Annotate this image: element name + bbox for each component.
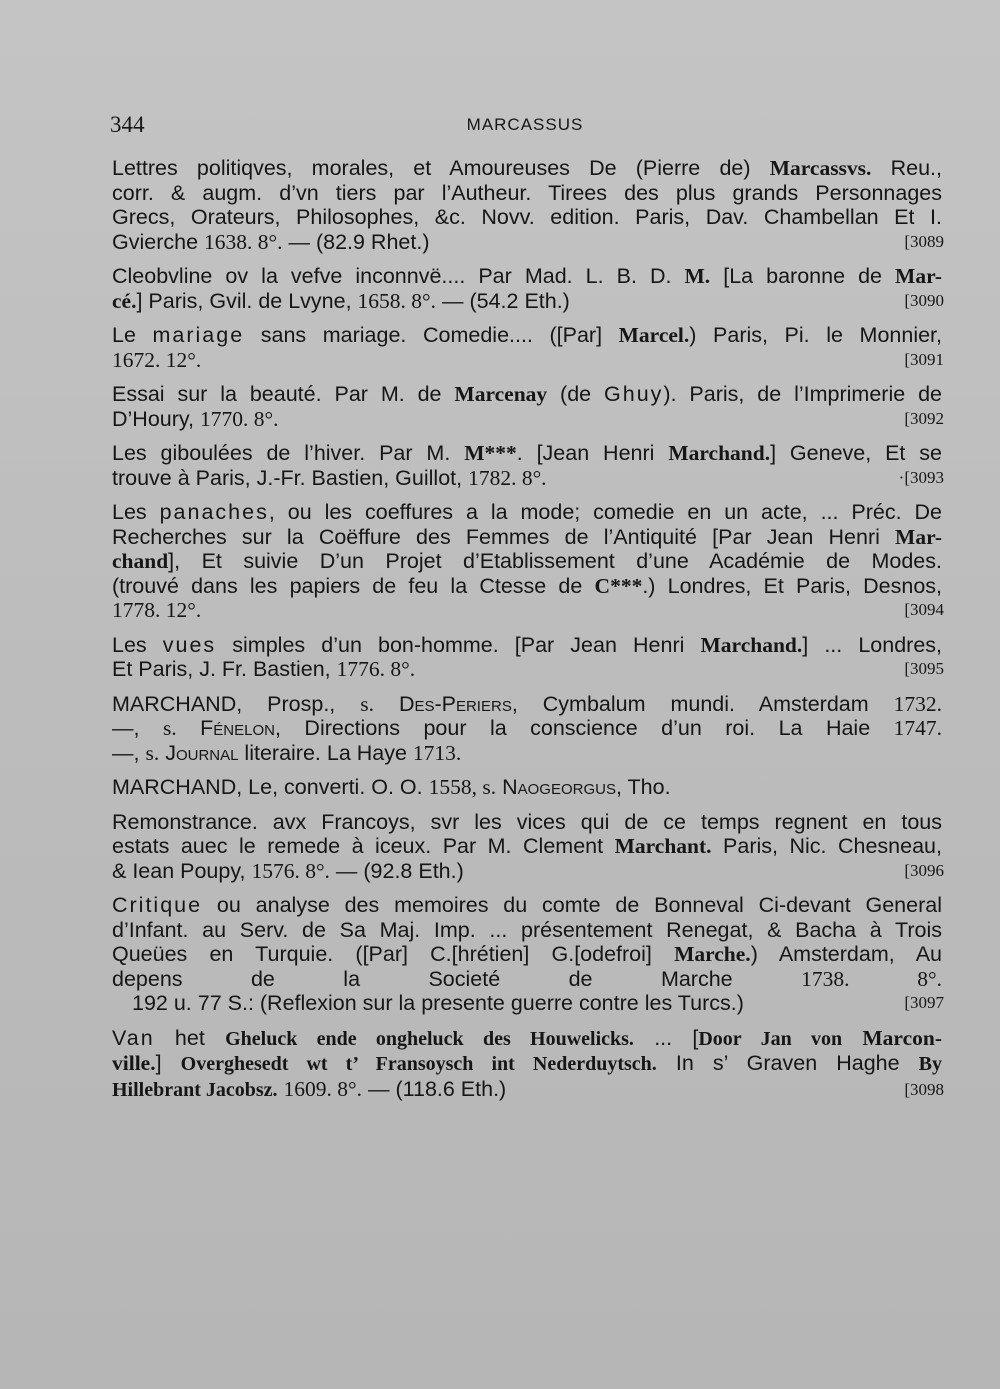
entry-text: (de <box>547 382 605 406</box>
entry-line <box>112 230 942 255</box>
entry-text: MARCHAND, Le, converti. O. O. <box>112 775 429 799</box>
entry-text: & Iean Poupy, <box>112 858 252 883</box>
bibliography-entry <box>112 692 942 766</box>
bibliography-entry <box>112 500 942 623</box>
entry-text: 1609. 8°. <box>283 1076 363 1101</box>
entry-text: Queües en Turquie. ([Par] C.[hrétien] G.[odefroi] <box>112 942 675 966</box>
entry-text: Ghuy <box>604 382 664 406</box>
entry-line <box>112 775 942 800</box>
entry-text: — (118.6 Eth.) <box>362 1076 507 1101</box>
bibliography-entry <box>112 382 942 431</box>
entry-line <box>112 1026 942 1052</box>
entry-text: simples d’un bon-homme. [Par Jean Henri <box>216 632 701 657</box>
entry-text: — (82.9 Rhet.) <box>282 229 430 254</box>
entry-text: Gvierche <box>112 229 205 254</box>
entry-line <box>112 942 942 967</box>
bold-name: Marchand. <box>700 632 803 657</box>
entry-text: Et Paris, J. Fr. Bastien, <box>112 657 337 681</box>
entry-text: depens de la Societé de Marche <box>112 966 802 991</box>
entry-text: Les <box>112 500 160 524</box>
entry-text: D’Houry, <box>112 406 201 431</box>
bibliography-entry <box>112 1026 942 1103</box>
entry-text: In s’ Graven Haghe <box>656 1051 919 1075</box>
entry-text: ] <box>155 1051 181 1075</box>
entry-number: [3090 <box>904 290 944 310</box>
entry-text: 1770. 8°. <box>200 406 279 431</box>
entry-line <box>112 574 942 599</box>
entry-text: 1778. 12°. <box>112 598 202 622</box>
entry-text: 1638. 8°. <box>204 229 283 254</box>
entry-text: s. <box>360 691 374 716</box>
bibliography-entry <box>112 156 942 254</box>
entry-line <box>112 525 942 550</box>
entry-text: Overghesedt wt t’ Fransoysch int Nederduytsch. <box>180 1053 657 1075</box>
entry-text: Le <box>112 323 153 347</box>
entry-text: Cleobvline ov la vefve inconnvë.... Par Mad. L. B. D. <box>112 264 685 288</box>
entry-text: [La baronne de <box>710 264 896 288</box>
entry-text: sans mariage. Comedie.... ([Par] <box>244 323 619 347</box>
bold-name: Mar- <box>895 524 942 549</box>
entry-line <box>112 466 942 491</box>
entry-number: [3089 <box>904 231 944 251</box>
entry-text: ] Paris, Gvil. de Lvyne, <box>136 288 358 313</box>
entry-text: Fénelon <box>200 716 275 740</box>
entry-text: Les <box>112 632 163 657</box>
entry-text: Les giboulées de l’hiver. Par M. <box>112 441 465 465</box>
entry-text: ... [ <box>633 1025 699 1050</box>
entry-text: panaches <box>159 500 269 524</box>
entry-text: ], Et suivie D’un Projet d’Etablissement d’une Académie de Modes. <box>168 549 942 573</box>
entry-text: estats auec le remede à iceux. Par M. Clement <box>112 834 615 858</box>
bibliography-entry <box>112 441 942 490</box>
entry-text: — (54.2 Eth.) <box>436 288 570 313</box>
bold-name: Mar- <box>895 264 942 288</box>
bold-name: Marchant. <box>614 834 712 858</box>
bold-name: C*** <box>594 573 643 598</box>
entry-text: , Tho. <box>615 775 671 799</box>
entry-line <box>112 549 942 574</box>
entry-text: 192 u. 77 S.: (Reflexion sur la presente guerre contre les Turcs.) <box>132 991 744 1015</box>
entry-text <box>842 1026 862 1050</box>
entry-text <box>374 692 399 716</box>
entry-text: ) Amsterdam, Au <box>750 942 943 966</box>
entry-text: Van <box>112 1025 155 1050</box>
entry-number: ·[3093 <box>898 467 944 487</box>
bold-name: chand <box>112 549 169 573</box>
entry-line <box>112 918 942 943</box>
entry-text: 1782. 8°. <box>468 465 547 490</box>
bibliography-entry <box>112 810 942 884</box>
entry-text: Naogeorgus <box>502 775 616 799</box>
bold-name: Marchand. <box>668 441 771 465</box>
entry-text: Recherches sur la Coëffure des Femmes de l’Antiquité [Par Jean Henri <box>112 524 896 549</box>
entry-text: Gheluck ende ongheluck des Houwelicks. <box>225 1027 634 1050</box>
entry-number: [3091 <box>904 349 944 369</box>
entry-number: [3098 <box>904 1079 944 1099</box>
entry-text: Hillebrant Jacobsz. <box>112 1078 278 1101</box>
entry-text: 1776. 8°. <box>336 657 416 681</box>
entry-line <box>112 967 942 992</box>
entry-text: trouve à Paris, J.-Fr. Bastien, Guillot, <box>112 465 469 490</box>
entry-text: Essai sur la beauté. Par M. de <box>112 382 455 406</box>
entry-line <box>112 716 942 741</box>
bold-name: Marcon- <box>862 1025 942 1050</box>
page-number: 344 <box>110 112 145 137</box>
bold-name: Marcenay <box>454 382 548 406</box>
entry-line <box>112 859 942 884</box>
entry-text: MARCHAND, Prosp., <box>112 691 361 716</box>
entry-line <box>112 205 942 230</box>
entry-line <box>112 810 942 835</box>
entry-line <box>112 741 942 766</box>
bibliography-entry <box>112 775 942 800</box>
entry-text: ). Paris, de l’Imprimerie de <box>663 382 942 406</box>
entry-text: 1738. 8°. <box>801 966 942 991</box>
entry-text: 1713. <box>412 740 462 765</box>
entry-text: . [Jean Henri <box>516 441 669 465</box>
entry-text: 1672. 12°. <box>112 347 202 372</box>
entry-line <box>112 633 942 658</box>
entry-line <box>112 500 942 525</box>
entry-text: Journal <box>165 740 239 765</box>
entry-text: — (92.8 Eth.) <box>329 858 464 883</box>
entry-line <box>112 991 942 1016</box>
entry-text: Reu., <box>871 156 942 180</box>
entry-text: Des-Periers <box>398 691 512 716</box>
bibliography-entry <box>112 264 942 313</box>
entry-number: [3095 <box>904 659 944 678</box>
entry-text: , ou les coeffures a la mode; comedie en un acte, ... Préc. De <box>268 500 943 524</box>
bold-name: Marche. <box>674 942 751 966</box>
entry-text: , Cymbalum mundi. Amsterdam <box>511 691 894 716</box>
entry-text <box>177 716 200 740</box>
entry-line <box>112 156 942 181</box>
entry-text: s. <box>162 716 177 740</box>
entry-number: [3094 <box>904 600 944 619</box>
entry-text: Paris, Nic. Chesneau, <box>711 834 942 858</box>
bibliography-entry <box>112 633 942 682</box>
entry-text: ) Paris, Pi. le Monnier, <box>689 323 942 347</box>
entry-line <box>112 1077 942 1103</box>
bold-name: cé. <box>112 288 137 313</box>
entry-text: s. <box>145 740 160 765</box>
entry-text: Critique <box>112 893 203 917</box>
entry-line <box>112 348 942 373</box>
entry-text: het <box>154 1025 226 1050</box>
entry-text: 1558, s. <box>428 775 497 799</box>
entry-line <box>112 834 942 859</box>
entry-line <box>112 181 942 206</box>
entry-text: —, <box>112 740 146 765</box>
bibliography-entry <box>112 323 942 372</box>
entry-text: 1747. <box>893 716 943 740</box>
entry-line <box>112 382 942 407</box>
entry-text: 1576. 8°. <box>251 858 330 883</box>
entry-text: ou analyse des memoires du comte de Bonneval Ci-devant General <box>202 893 942 917</box>
bold-name: Marcassvs. <box>769 156 872 180</box>
entry-text: d’Infant. au Serv. de Sa Maj. Imp. ... présentement Renegat, & Bacha à Trois <box>112 917 942 942</box>
bold-name: Marcel. <box>618 323 690 347</box>
entry-line <box>112 692 942 717</box>
entry-text: , Directions pour la conscience d’un roi. La Haie <box>274 716 894 740</box>
entry-text: literaire. La Haye <box>238 740 413 765</box>
bold-name: M*** <box>464 441 517 465</box>
entry-text: 1658. 8°. <box>357 288 437 313</box>
entry-number: [3096 <box>904 860 944 880</box>
bold-name: ville. <box>112 1051 156 1075</box>
entry-line <box>112 323 942 348</box>
entry-text: ] Geneve, Et se <box>770 441 942 465</box>
entry-line <box>112 657 942 682</box>
entry-line <box>112 264 942 289</box>
entry-text: By <box>918 1053 943 1075</box>
entry-text: vues <box>162 632 217 657</box>
running-title: MARCASSUS <box>466 115 584 134</box>
entry-number: [3097 <box>904 993 944 1012</box>
bold-name: M. <box>684 264 711 288</box>
entry-line <box>112 289 942 314</box>
entry-text: Grecs, Orateurs, Philosophes, &c. Novv. edition. Paris, Dav. Chambellan Et I. <box>112 205 942 229</box>
entry-text: mariage <box>152 323 245 347</box>
entry-text: Lettres politiqves, morales, et Amoureuses De (Pierre de) <box>112 156 770 180</box>
page-header <box>110 112 940 142</box>
bibliography-entry <box>112 893 942 1016</box>
entry-text: .) Londres, Et Paris, Desnos, <box>642 573 942 598</box>
entry-text: Remonstrance. avx Francoys, svr les vices qui de ce temps regnent en tous <box>112 809 942 834</box>
entry-line <box>112 407 942 432</box>
entry-line <box>112 598 942 623</box>
entry-text: corr. & augm. d’vn tiers par l’Autheur. Tirees des plus grands Personnages <box>112 180 942 205</box>
entry-text: 1732. <box>893 691 942 716</box>
bibliography-entries <box>112 156 942 1112</box>
entry-text: —, <box>112 716 163 740</box>
entry-text: ] ... Londres, <box>802 632 943 657</box>
entry-line <box>112 441 942 466</box>
entry-text: (trouvé dans les papiers de feu la Ctesse de <box>112 573 595 598</box>
entry-line <box>112 893 942 918</box>
entry-line <box>112 1051 942 1077</box>
entry-number: [3092 <box>904 408 944 428</box>
entry-text: Door Jan von <box>698 1027 843 1050</box>
